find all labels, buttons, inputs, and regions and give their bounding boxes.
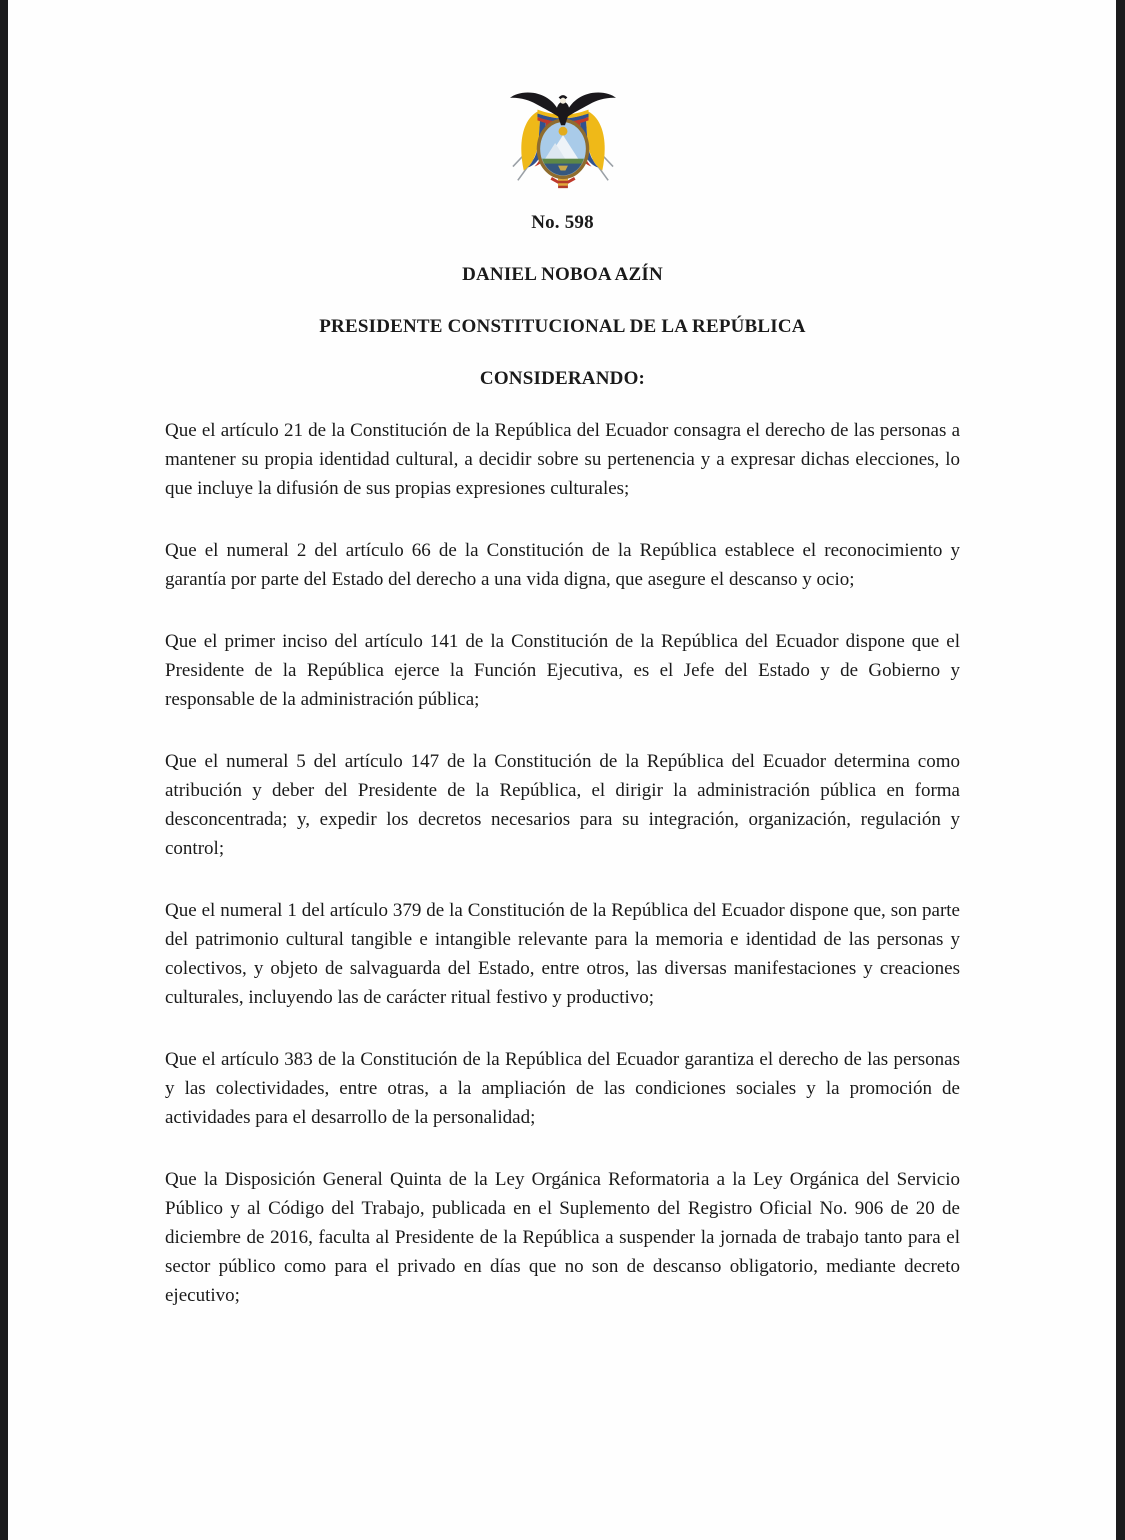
considerando-paragraph-7: Que la Disposición General Quinta de la Ley Orgánica Reformatoria a la Ley Orgánica del Servicio Público y al Código del Trabajo, publicada en el Suplemento del Registro Oficial No. 906 de 20 de diciembre de 2016, faculta al Presidente de la República a suspender la jornada de trabajo tanto para el sector público como para el privado en días que no son de descanso obligatorio, mediante decreto ejecutivo;: [165, 1169, 960, 1306]
considerando-paragraph-3: Que el primer inciso del artículo 141 de la Constitución de la República del Ecuador dispone que el Presidente de la República ejerce la Función Ejecutiva, es el Jefe del Estado y de Gobierno y responsable de la administración pública;: [165, 631, 960, 710]
shield-oval: [538, 120, 587, 177]
considerando-paragraph-4: Que el numeral 5 del artículo 147 de la Constitución de la República del Ecuador determina como atribución y deber del Presidente de la República, el dirigir la administración pública en forma desconcentrada; y, expedir los decretos necesarios para su integración, organización, regulación y control;: [165, 751, 960, 859]
considerando-paragraphs: [165, 416, 960, 1310]
document-content: [8, 88, 1116, 1310]
decree-author-title: PRESIDENTE CONSTITUCIONAL DE LA REPÚBLICA: [319, 316, 806, 337]
condor: [509, 92, 615, 125]
section-heading-considerando: CONSIDERANDO:: [479, 368, 646, 389]
document-page: [8, 0, 1116, 1540]
screenshot-frame-right: [1116, 0, 1125, 1540]
ecuador-coat-of-arms: [504, 88, 622, 196]
considerando-paragraph-1: Que el artículo 21 de la Constitución de la República del Ecuador consagra el derecho de las personas a mantener su propia identidad cultural, a decidir sobre su pertenencia y a expresar dichas elecciones, lo que incluye la difusión de sus propias expresiones culturales;: [165, 420, 960, 499]
considerando-paragraph-5: Que el numeral 1 del artículo 379 de la Constitución de la República del Ecuador dispone que, son parte del patrimonio cultural tangible e intangible relevante para la memoria e identidad de las personas y colectivos, y objeto de salvaguarda del Estado, entre otros, las diversas manifestaciones y creaciones culturales, incluyendo las de carácter ritual festivo y productivo;: [165, 900, 960, 1008]
decree-author: DANIEL NOBOA AZÍN: [462, 264, 663, 285]
considerando-paragraph-6: Que el artículo 383 de la Constitución de la República del Ecuador garantiza el derecho de las personas y las colectividades, entre otras, a la ampliación de las condiciones sociales y la promoción de actividades para el desarrollo de la personalidad;: [165, 1049, 960, 1128]
decree-number: No. 598: [531, 212, 594, 233]
considerando-paragraph-2: Que el numeral 2 del artículo 66 de la Constitución de la República establece el reconocimiento y garantía por parte del Estado del derecho a una vida digna, que asegure el descanso y ocio;: [165, 540, 960, 590]
screenshot-frame-left: [0, 0, 8, 1540]
